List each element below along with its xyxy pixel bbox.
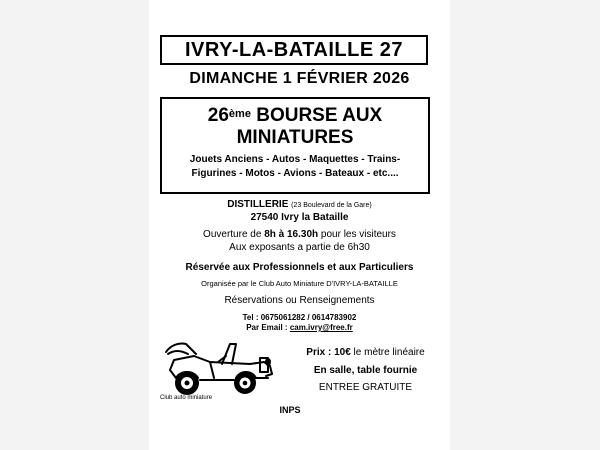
venue-name: DISTILLERIE bbox=[227, 199, 289, 210]
organizer: Organisée par le Club Auto Miniature D'IVRY-LA-BATAILLE bbox=[201, 279, 398, 288]
table-info: En salle, table fournie bbox=[313, 365, 418, 376]
event-title-text: BOURSE AUX bbox=[256, 105, 383, 126]
email-label: Par Email : bbox=[246, 323, 288, 332]
price-prefix: Prix : bbox=[306, 347, 332, 358]
price-amount: 10€ bbox=[334, 347, 351, 358]
hours-suffix: pour les visiteurs bbox=[320, 229, 396, 240]
town-title: IVRY-LA-BATAILLE 27 bbox=[160, 35, 428, 65]
venue-city: 27540 Ivry la Bataille bbox=[250, 212, 349, 223]
logo-caption: Club auto miniature bbox=[160, 395, 213, 401]
event-number: 26 bbox=[207, 105, 229, 126]
reservations-heading: Réservations ou Renseignements bbox=[224, 295, 375, 306]
venue-address: (23 Boulevard de la Gare) bbox=[291, 202, 372, 209]
vintage-car-icon bbox=[160, 338, 280, 400]
contact-phone: Tel : 0675061282 / 0614783902 bbox=[242, 313, 357, 322]
exhibitor-hours: Aux exposants a partie de 6h30 bbox=[229, 242, 370, 253]
venue-line bbox=[149, 199, 450, 210]
event-title-line2: MINIATURES bbox=[236, 127, 354, 148]
free-entry: ENTREE GRATUITE bbox=[318, 382, 413, 393]
event-date: DIMANCHE 1 FÉVRIER 2026 bbox=[189, 70, 410, 87]
audience: Réservée aux Professionnels et aux Particuliers bbox=[185, 262, 414, 273]
hours-prefix: Ouverture de bbox=[203, 229, 262, 240]
event-title-line1 bbox=[162, 105, 428, 127]
event-title-box bbox=[160, 97, 430, 194]
footer-inps: INPS bbox=[279, 405, 301, 415]
opening-hours bbox=[149, 229, 450, 240]
hours-times: 8h à 16.30h bbox=[264, 229, 319, 240]
event-ordinal: ème bbox=[228, 108, 251, 120]
event-items-line1: Jouets Anciens - Autos - Maquettes - Trains- bbox=[189, 154, 401, 165]
event-items-line2: Figurines - Motos - Avions - Bateaux - etc.... bbox=[191, 168, 399, 179]
contact-email-line bbox=[149, 323, 450, 332]
price-line bbox=[283, 347, 448, 358]
price-suffix: le mètre linéaire bbox=[353, 347, 425, 358]
email-link[interactable]: cam.ivry@free.fr bbox=[289, 323, 353, 332]
